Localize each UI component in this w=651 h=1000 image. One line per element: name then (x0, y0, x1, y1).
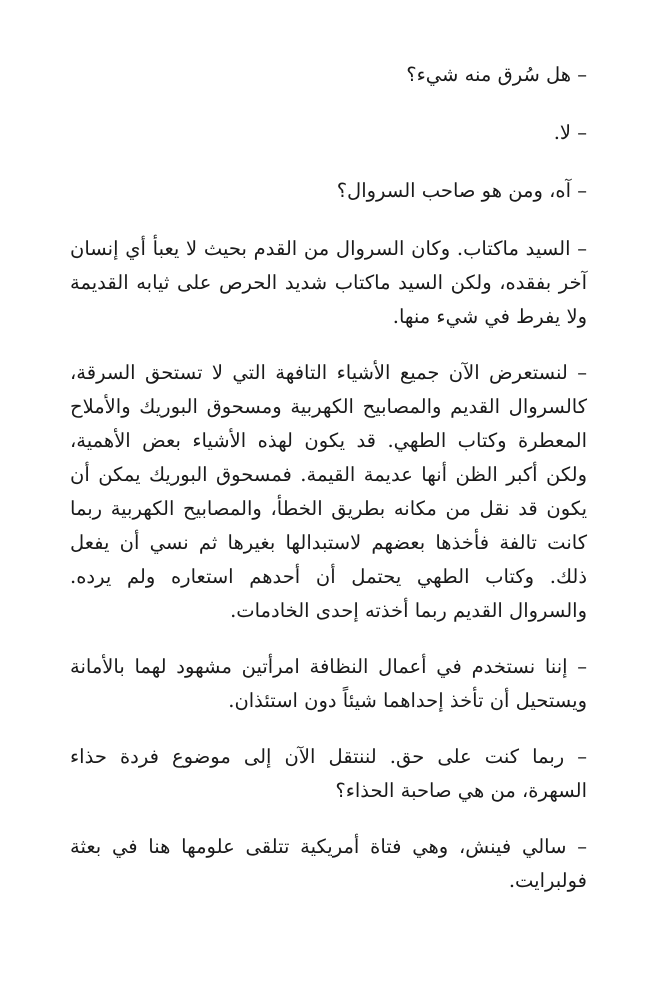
dialogue-paragraph-5: – لنستعرض الآن جميع الأشياء التافهة التي لا تستحق السرقة، كالسروال القديم والمصابيح الكهربية ومسحوق البوريك والأملاح المعطرة وكتاب الطهي. قد يكون لهذه الأشياء بعض الأهمية، ولكن أكبر الظن أنها عديمة القيمة. فمسحوق البوريك يمكن أن يكون قد نقل من مكانه بطريق الخطأ، والمصابيح الكهربية ربما كانت تالفة فأخذها بعضهم لاستبدالها بغيرها ثم نسي أن يفعل ذلك. وكتاب الطهي يحتمل أن أحدهم استعاره ولم يرده. والسروال القديم ربما أخذته إحدى الخادمات. (70, 361, 587, 622)
dialogue-paragraph-8: – سالي فينش، وهي فتاة أمريكية تتلقى علومها هنا في بعثة فولبرايت. (70, 835, 587, 892)
dialogue-paragraph-2: – لا. (553, 121, 587, 144)
dialogue-paragraph-6: – إننا نستخدم في أعمال النظافة امرأتين مشهود لهما بالأمانة ويستحيل أن تأخذ إحداهما شيئاً دون استئذان. (70, 655, 587, 712)
dialogue-paragraph-3: – آه، ومن هو صاحب السروال؟ (336, 179, 587, 202)
dialogue-paragraph-1: – هل سُرق منه شيء؟ (406, 63, 587, 86)
dialogue-paragraph-4: – السيد ماكتاب. وكان السروال من القدم بحيث لا يعبأ أي إنسان آخر بفقده، ولكن السيد ماكتاب شديد الحرص على ثيابه القديمة ولا يفرط في شيء منها. (70, 237, 587, 328)
book-page (70, 58, 587, 920)
dialogue-paragraph-7: – ربما كنت على حق. لننتقل الآن إلى موضوع فردة حذاء السهرة، من هي صاحبة الحذاء؟ (70, 745, 587, 802)
